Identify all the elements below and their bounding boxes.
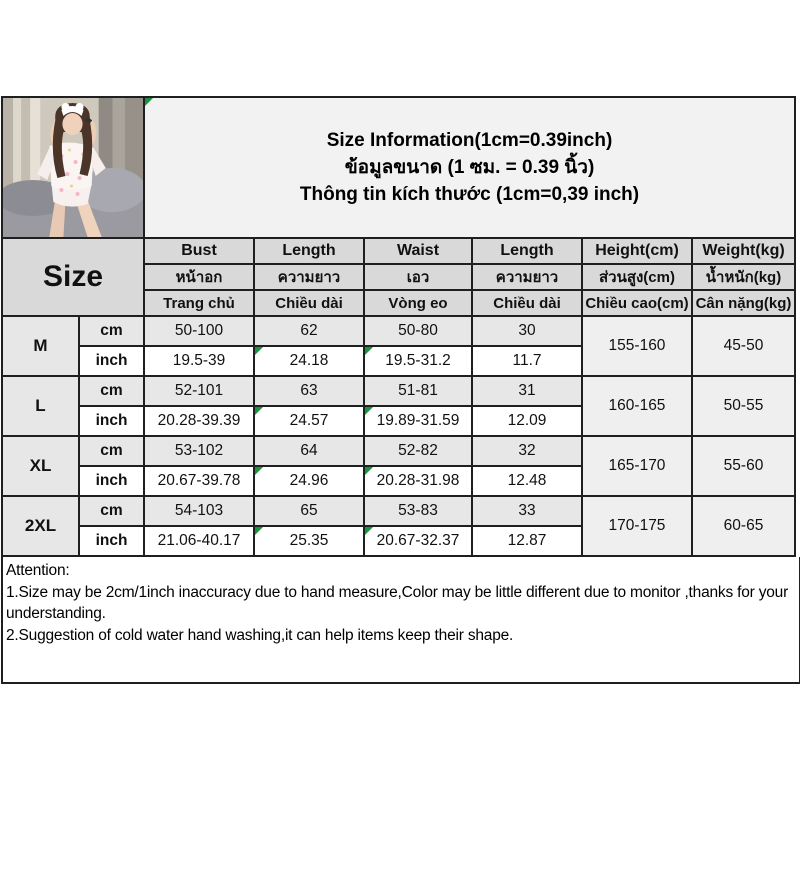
xl-inch-length2: 12.48	[472, 466, 582, 496]
col-header-length2-vi: Chiều dài	[472, 290, 582, 316]
size-label-m: M	[2, 316, 79, 376]
xl-weight: 55-60	[692, 436, 795, 496]
col-header-bust-th: หน้าอก	[144, 264, 254, 290]
l-inch-length2: 12.09	[472, 406, 582, 436]
row-m-cm	[2, 316, 795, 346]
col-header-length-th: ความยาว	[254, 264, 364, 290]
attention-heading: Attention:	[6, 562, 70, 579]
col-header-waist-th: เอว	[364, 264, 472, 290]
unit-label-inch: inch	[79, 406, 144, 436]
2xl-inch-bust: 21.06-40.17	[144, 526, 254, 556]
row-2xl-cm	[2, 496, 795, 526]
size-label-xl: XL	[2, 436, 79, 496]
unit-label-cm: cm	[79, 436, 144, 466]
xl-cm-length2: 32	[472, 436, 582, 466]
m-cm-length: 62	[254, 316, 364, 346]
size-chart-sheet	[1, 96, 797, 684]
col-header-weight-en: Weight(kg)	[692, 238, 795, 264]
l-cm-length: 63	[254, 376, 364, 406]
2xl-weight: 60-65	[692, 496, 795, 556]
attention-note-2: 2.Suggestion of cold water hand washing,it can help items keep their shape.	[6, 626, 514, 644]
title-thai: ข้อมูลขนาด (1 ซม. = 0.39 นิ้ว)	[344, 157, 595, 178]
2xl-cm-bust: 54-103	[144, 496, 254, 526]
col-header-waist-en: Waist	[364, 238, 472, 264]
m-inch-waist: 19.5-31.2	[364, 346, 472, 376]
xl-cm-waist: 52-82	[364, 436, 472, 466]
xl-inch-bust: 20.67-39.78	[144, 466, 254, 496]
col-header-length-vi: Chiều dài	[254, 290, 364, 316]
col-header-bust-en: Bust	[144, 238, 254, 264]
m-inch-bust: 19.5-39	[144, 346, 254, 376]
col-header-weight-vi: Cân nặng(kg)	[692, 290, 795, 316]
row-xl-cm	[2, 436, 795, 466]
unit-label-inch: inch	[79, 466, 144, 496]
l-inch-length: 24.57	[254, 406, 364, 436]
col-header-height-en: Height(cm)	[582, 238, 692, 264]
size-information-title	[144, 97, 795, 238]
col-header-height-th: ส่วนสูง(cm)	[582, 264, 692, 290]
m-inch-length2: 11.7	[472, 346, 582, 376]
col-header-length-en: Length	[254, 238, 364, 264]
attention-notes	[1, 557, 800, 684]
size-header-cell: Size	[2, 238, 144, 316]
xl-cm-length: 64	[254, 436, 364, 466]
m-cm-waist: 50-80	[364, 316, 472, 346]
2xl-inch-length: 25.35	[254, 526, 364, 556]
l-inch-waist: 19.89-31.59	[364, 406, 472, 436]
l-cm-bust: 52-101	[144, 376, 254, 406]
2xl-cm-waist: 53-83	[364, 496, 472, 526]
col-header-bust-vi: Trang chủ	[144, 290, 254, 316]
m-weight: 45-50	[692, 316, 795, 376]
2xl-inch-length2: 12.87	[472, 526, 582, 556]
unit-label-inch: inch	[79, 526, 144, 556]
2xl-height: 170-175	[582, 496, 692, 556]
unit-label-cm: cm	[79, 316, 144, 346]
banner-row	[2, 97, 795, 238]
col-header-length2-th: ความยาว	[472, 264, 582, 290]
col-header-height-vi: Chiều cao(cm)	[582, 290, 692, 316]
product-photo-illustration	[3, 98, 143, 237]
attention-note-1: 1.Size may be 2cm/1inch inaccuracy due to hand measure,Color may be little different due to monitor ,thanks for your understanding.	[6, 583, 789, 622]
title-vietnamese: Thông tin kích thước (1cm=0,39 inch)	[299, 184, 640, 205]
size-table	[1, 96, 796, 557]
l-inch-bust: 20.28-39.39	[144, 406, 254, 436]
m-cm-length2: 30	[472, 316, 582, 346]
unit-label-inch: inch	[79, 346, 144, 376]
col-header-weight-th: น้ำหนัก(kg)	[692, 264, 795, 290]
l-cm-waist: 51-81	[364, 376, 472, 406]
product-photo	[2, 97, 144, 238]
xl-inch-length: 24.96	[254, 466, 364, 496]
xl-inch-waist: 20.28-31.98	[364, 466, 472, 496]
m-inch-length: 24.18	[254, 346, 364, 376]
unit-label-cm: cm	[79, 496, 144, 526]
xl-cm-bust: 53-102	[144, 436, 254, 466]
2xl-cm-length: 65	[254, 496, 364, 526]
l-height: 160-165	[582, 376, 692, 436]
col-header-waist-vi: Vòng eo	[364, 290, 472, 316]
title-english: Size Information(1cm=0.39inch)	[326, 130, 613, 151]
col-header-length2-en: Length	[472, 238, 582, 264]
l-weight: 50-55	[692, 376, 795, 436]
row-l-cm	[2, 376, 795, 406]
unit-label-cm: cm	[79, 376, 144, 406]
header-row-english	[2, 238, 795, 264]
2xl-cm-length2: 33	[472, 496, 582, 526]
m-cm-bust: 50-100	[144, 316, 254, 346]
size-label-l: L	[2, 376, 79, 436]
size-label-2xl: 2XL	[2, 496, 79, 556]
l-cm-length2: 31	[472, 376, 582, 406]
xl-height: 165-170	[582, 436, 692, 496]
2xl-inch-waist: 20.67-32.37	[364, 526, 472, 556]
m-height: 155-160	[582, 316, 692, 376]
